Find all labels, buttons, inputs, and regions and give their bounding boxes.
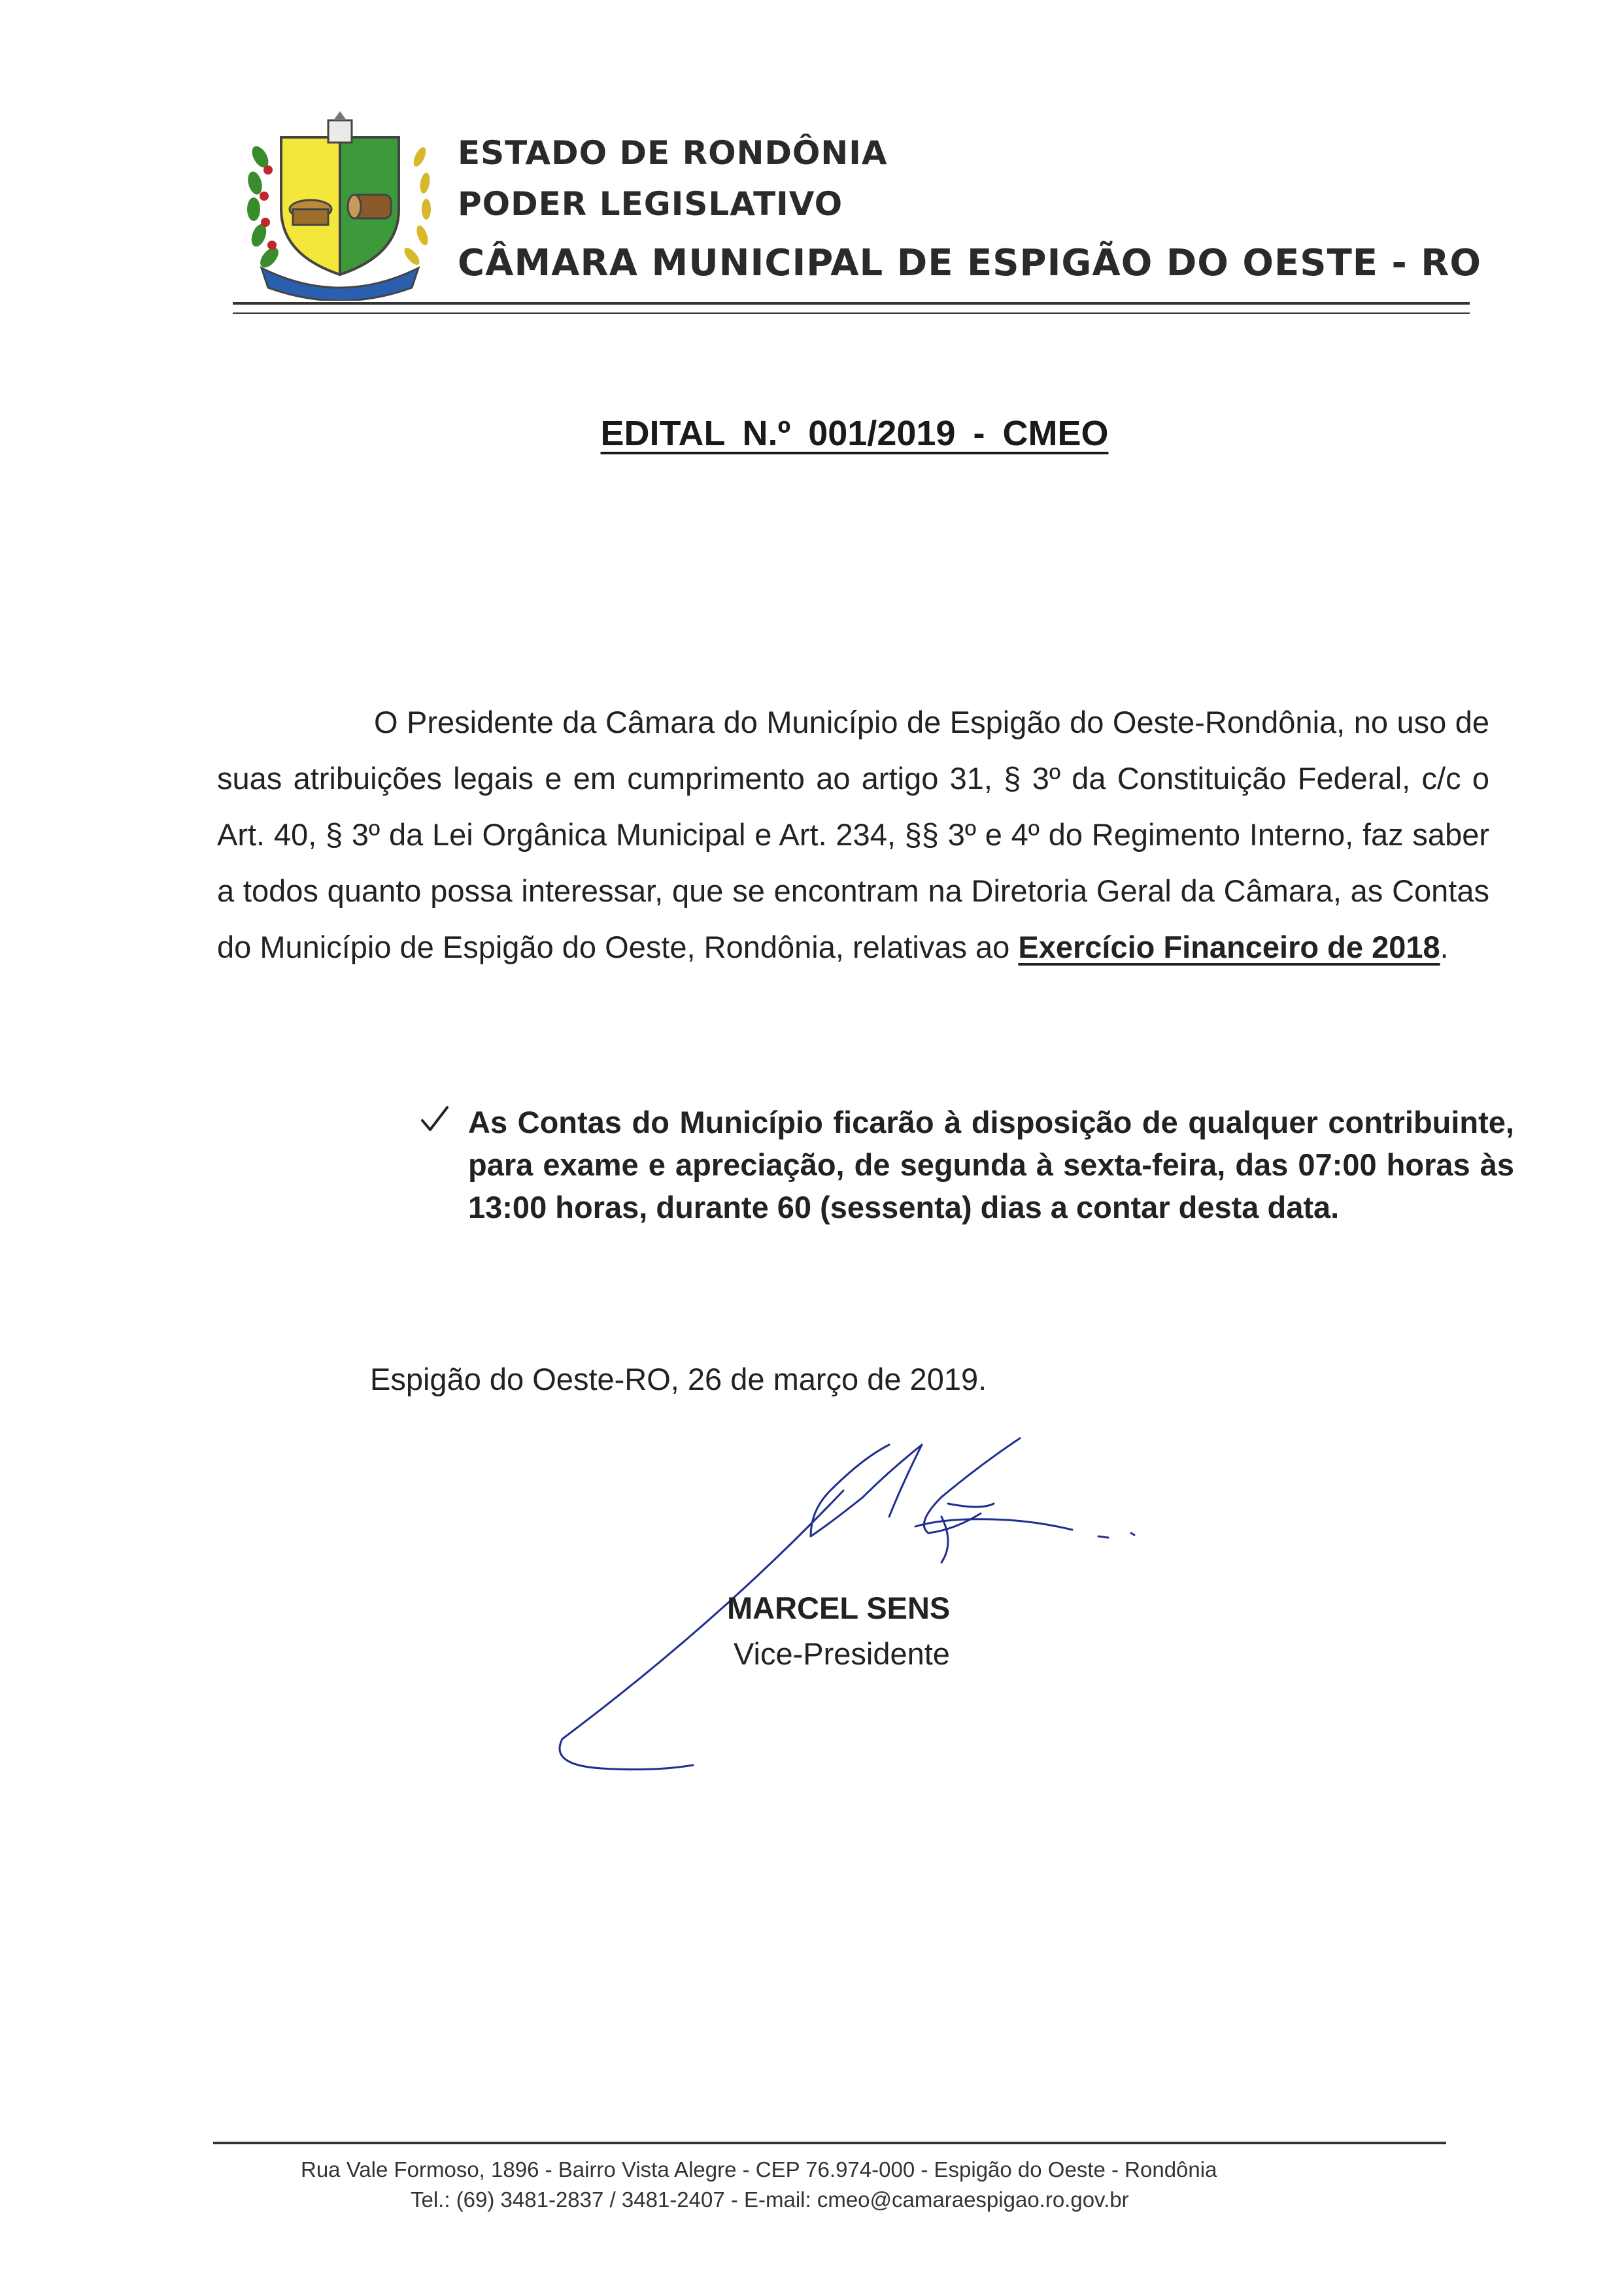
paragraph-end: . <box>1440 930 1449 964</box>
header-institution: CÂMARA MUNICIPAL DE ESPIGÃO DO OESTE - RO <box>458 242 1482 284</box>
fiscal-year-emphasis: Exercício Financeiro de 2018 <box>1018 930 1440 964</box>
header-divider-thin <box>233 312 1470 314</box>
header-divider <box>233 302 1470 305</box>
footer-divider <box>213 2142 1446 2144</box>
signer-name: MARCEL SENS <box>727 1591 951 1625</box>
main-paragraph <box>217 694 1489 975</box>
header-branch: PODER LEGISLATIVO <box>458 185 843 223</box>
paragraph-text: O Presidente da Câmara do Município de Espigão do Oeste-Rondônia, no uso de suas atribuições legais e em cumprimento ao artigo 31, § 3º da Constituição Federal, c/c o Art. 40, § 3º da Lei Orgânica Municipal e Art. 234, §§ 3º e 4º do Regimento Interno, faz saber a todos quanto possa interessar, que se encontram na Diretoria Geral da Câmara, as Contas do Município de Espigão do Oeste, Rondônia, relativas ao <box>217 705 1489 964</box>
checkmark-icon <box>418 1104 451 1136</box>
municipal-coat-of-arms-icon <box>235 111 445 301</box>
bullet-text: As Contas do Município ficarão à disposição de qualquer contribuinte, para exame e apreciação, de segunda à sexta-feira, das 07:00 horas às 13:00 horas, durante 60 (sessenta) dias a contar desta data. <box>468 1105 1514 1224</box>
header-state: ESTADO DE RONDÔNIA <box>458 134 888 172</box>
footer-address: Rua Vale Formoso, 1896 - Bairro Vista Alegre - CEP 76.974-000 - Espigão do Oeste - Rondônia <box>301 2157 1217 2182</box>
footer-contact: Tel.: (69) 3481-2837 / 3481-2407 - E-mail: cmeo@camaraespigao.ro.gov.br <box>411 2187 1129 2212</box>
document-title: EDITAL N.º 001/2019 - CMEO <box>600 414 1109 453</box>
signer-role: Vice-Presidente <box>734 1636 950 1671</box>
date-line: Espigão do Oeste-RO, 26 de março de 2019. <box>370 1362 987 1396</box>
